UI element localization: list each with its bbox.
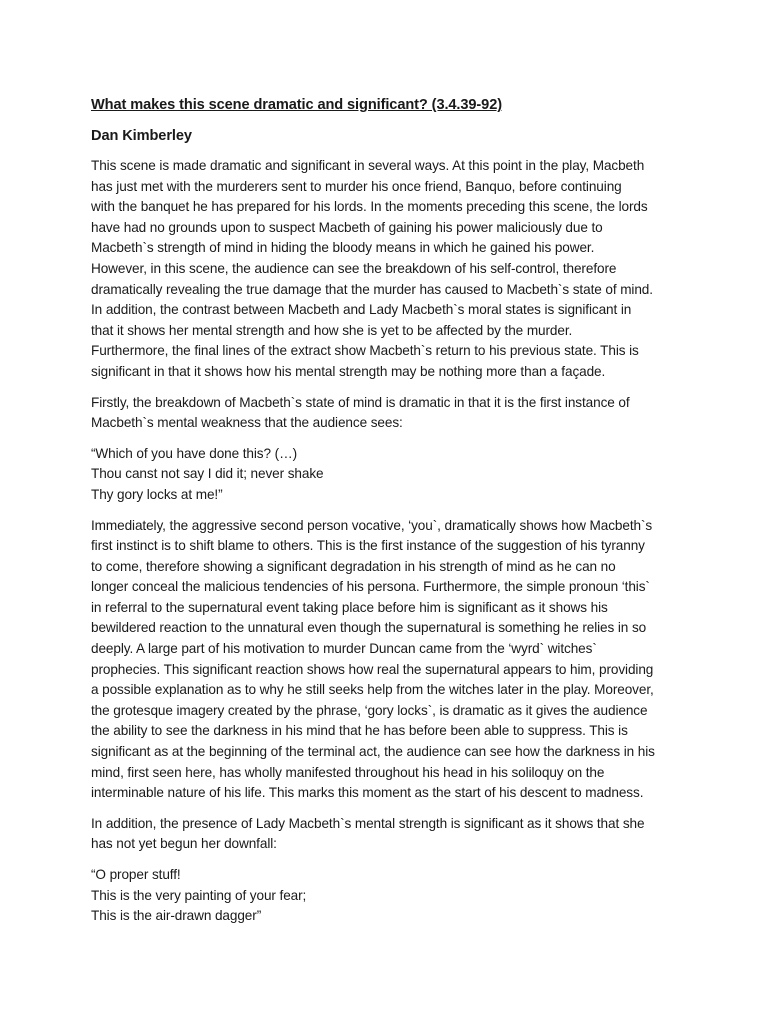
text-line: the grotesque imagery created by the phrase, ‘gory locks`, is dramatic as it gives the audience <box>91 702 648 718</box>
text-line: prophecies. This significant reaction shows how real the supernatural appears to him, providing <box>91 661 654 677</box>
text-line: Thou canst not say I did it; never shake <box>91 466 324 482</box>
text-line: with the banquet he has prepared for his lords. In the moments preceding this scene, the lords <box>91 199 648 215</box>
text-line: However, in this scene, the audience can see the breakdown of his self-control, therefore <box>91 260 617 276</box>
paragraph-container <box>91 156 691 927</box>
text-line: “Which of you have done this? (…) <box>91 445 297 461</box>
text-line: “O proper stuff! <box>91 867 181 882</box>
essay-title: What makes this scene dramatic and significant? (3.4.39-92) <box>91 97 502 113</box>
text-line: to come, therefore showing a significant degradation in his strength of mind as he can no <box>91 558 616 574</box>
paragraph <box>91 814 691 855</box>
text-line: This is the air-drawn dagger” <box>91 908 262 924</box>
text-line: have had no grounds upon to suspect Macbeth of gaining his power maliciously due to <box>91 219 603 235</box>
text-line: the ability to see the darkness in his mind that he has before been able to suppress. This is <box>91 723 628 739</box>
text-line: that it shows her mental strength and how she is yet to be affected by the murder. <box>91 322 573 338</box>
text-line: significant in that it shows how his mental strength may be nothing more than a façade. <box>91 363 606 379</box>
paragraph <box>91 444 691 506</box>
text-line: In addition, the presence of Lady Macbeth`s mental strength is significant as it shows that she <box>91 815 645 831</box>
text-line: Macbeth`s mental weakness that the audience sees: <box>91 415 403 431</box>
document-body <box>91 95 691 937</box>
text-line: Macbeth`s strength of mind in hiding the bloody means in which he gained his power. <box>91 240 595 256</box>
text-line: first instinct is to shift blame to others. This is the first instance of the suggestion of his tyranny <box>91 538 645 554</box>
text-line: significant as at the beginning of the terminal act, the audience can see how the darkness in his <box>91 744 655 760</box>
text-line: This is the very painting of your fear; <box>91 887 307 903</box>
text-line: Immediately, the aggressive second person vocative, ‘you`, dramatically shows how Macbeth`s <box>91 517 653 533</box>
text-line: has just met with the murderers sent to murder his once friend, Banquo, before continuing <box>91 178 622 194</box>
text-line: Furthermore, the final lines of the extract show Macbeth`s return to his previous state. This is <box>91 343 639 359</box>
text-line: longer conceal the malicious tendencies of his persona. Furthermore, the simple pronoun ‘this` <box>91 579 650 595</box>
text-line: has not yet begun her downfall: <box>91 836 277 852</box>
text-line: interminable nature of his life. This marks this moment as the start of his descent to madness. <box>91 785 644 801</box>
text-line: This scene is made dramatic and significant in several ways. At this point in the play, Macbeth <box>91 158 645 173</box>
paragraph <box>91 865 691 927</box>
paragraph <box>91 393 691 434</box>
paragraph <box>91 156 691 383</box>
author-name: Dan Kimberley <box>91 128 192 144</box>
text-line: bewildered reaction to the unnatural even though the supernatural is something he relies in so <box>91 620 647 636</box>
text-line: Firstly, the breakdown of Macbeth`s state of mind is dramatic in that it is the first instance of <box>91 394 630 410</box>
text-line: In addition, the contrast between Macbeth and Lady Macbeth`s moral states is significant in <box>91 302 632 318</box>
text-line: deeply. A large part of his motivation to murder Duncan came from the ‘wyrd` witches` <box>91 641 597 657</box>
text-line: in referral to the supernatural event taking place before him is significant as it shows his <box>91 599 608 615</box>
text-line: a possible explanation as to why he still seeks help from the witches later in the play. Moreover, <box>91 682 654 698</box>
text-line: dramatically revealing the true damage that the murder has caused to Macbeth`s state of mind. <box>91 281 653 297</box>
text-line: Thy gory locks at me!” <box>91 486 223 502</box>
paragraph <box>91 516 691 804</box>
text-line: mind, first seen here, has wholly manifested throughout his head in his soliloquy on the <box>91 764 605 780</box>
